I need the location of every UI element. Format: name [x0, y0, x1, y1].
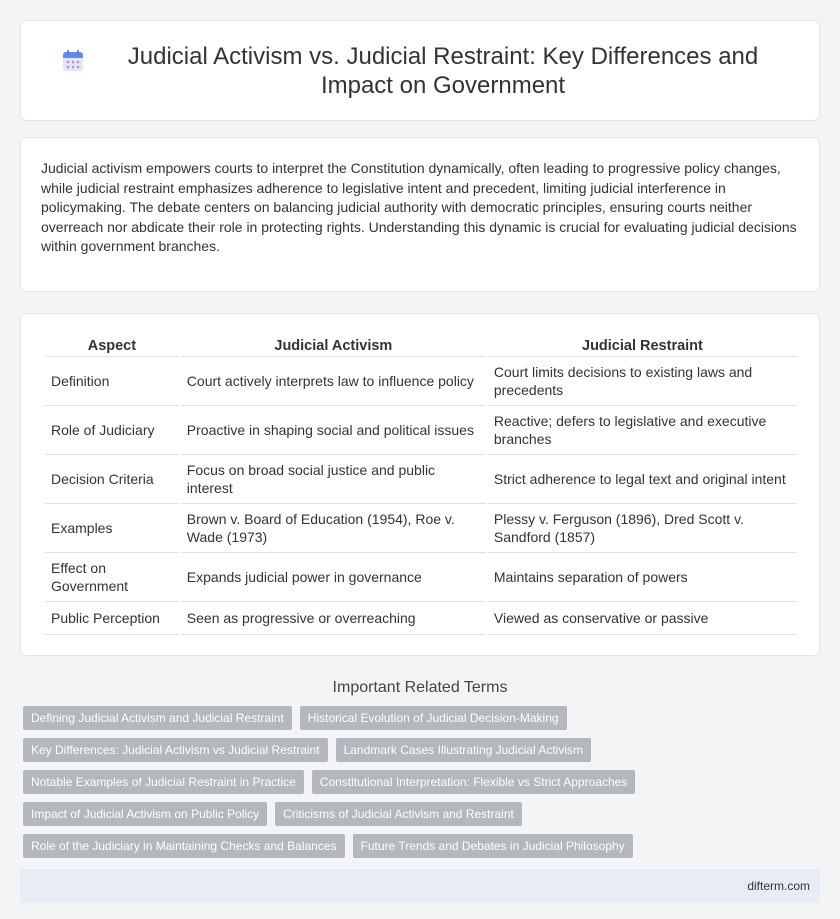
row-restraint: Reactive; defers to legislative and executive branches	[488, 406, 797, 455]
calendar-icon	[61, 49, 85, 73]
page-title: Judicial Activism vs. Judicial Restraint: Key Differences and Impact on Government	[127, 42, 759, 99]
row-aspect: Public Perception	[45, 602, 179, 635]
row-aspect: Role of Judiciary	[45, 406, 179, 455]
row-aspect: Definition	[45, 357, 179, 406]
related-term-link[interactable]: Impact of Judicial Activism on Public Policy	[23, 802, 267, 826]
table-row	[45, 357, 797, 406]
comparison-card	[20, 313, 820, 656]
related-term-link[interactable]: Constitutional Interpretation: Flexible vs Strict Approaches	[312, 770, 636, 794]
header-card	[20, 20, 820, 121]
table-row	[45, 504, 797, 553]
row-aspect: Effect on Government	[45, 553, 179, 602]
table-row	[45, 602, 797, 635]
related-terms-list	[20, 706, 820, 866]
related-term-link[interactable]: Criticisms of Judicial Activism and Restraint	[275, 802, 522, 826]
row-aspect: Examples	[45, 504, 179, 553]
row-activism: Focus on broad social justice and public interest	[181, 455, 486, 504]
table-row	[45, 553, 797, 602]
footer	[20, 869, 820, 903]
footer-site[interactable]: difterm.com	[747, 879, 810, 893]
related-terms-section	[20, 676, 820, 866]
related-term-link[interactable]: Landmark Cases Illustrating Judicial Activism	[336, 738, 591, 762]
related-term-link[interactable]: Role of the Judiciary in Maintaining Checks and Balances	[23, 834, 345, 858]
title-wrap	[61, 42, 779, 100]
intro-card	[20, 137, 820, 292]
row-restraint: Viewed as conservative or passive	[488, 602, 797, 635]
row-restraint: Court limits decisions to existing laws and precedents	[488, 357, 797, 406]
row-activism: Court actively interprets law to influence policy	[181, 357, 486, 406]
row-restraint: Maintains separation of powers	[488, 553, 797, 602]
row-activism: Seen as progressive or overreaching	[181, 602, 486, 635]
intro-text: Judicial activism empowers courts to interpret the Constitution dynamically, often leading to progressive policy changes, while judicial restraint emphasizes adherence to legislative intent and precedent, limiting judicial interference in policymaking. The debate centers on balancing judicial authority with democratic principles, ensuring courts neither overreach nor abdicate their role in protecting rights. Understanding this dynamic is crucial for evaluating judicial decisions within government branches.	[41, 160, 797, 254]
related-term-link[interactable]: Historical Evolution of Judicial Decision-Making	[300, 706, 567, 730]
related-terms-title: Important Related Terms	[332, 679, 508, 696]
related-term-link[interactable]: Future Trends and Debates in Judicial Philosophy	[353, 834, 633, 858]
header-activism: Judicial Activism	[181, 336, 486, 357]
header-restraint: Judicial Restraint	[488, 336, 797, 357]
related-term-link[interactable]: Defining Judicial Activism and Judicial Restraint	[23, 706, 292, 730]
row-activism: Brown v. Board of Education (1954), Roe v. Wade (1973)	[181, 504, 486, 553]
table-row	[45, 406, 797, 455]
related-term-link[interactable]: Key Differences: Judicial Activism vs Judicial Restraint	[23, 738, 328, 762]
row-activism: Proactive in shaping social and political issues	[181, 406, 486, 455]
comparison-table	[43, 336, 799, 635]
related-term-link[interactable]: Notable Examples of Judicial Restraint in Practice	[23, 770, 304, 794]
row-activism: Expands judicial power in governance	[181, 553, 486, 602]
table-row	[45, 455, 797, 504]
row-aspect: Decision Criteria	[45, 455, 179, 504]
header-aspect: Aspect	[45, 336, 179, 357]
row-restraint: Plessy v. Ferguson (1896), Dred Scott v. Sandford (1857)	[488, 504, 797, 553]
row-restraint: Strict adherence to legal text and original intent	[488, 455, 797, 504]
